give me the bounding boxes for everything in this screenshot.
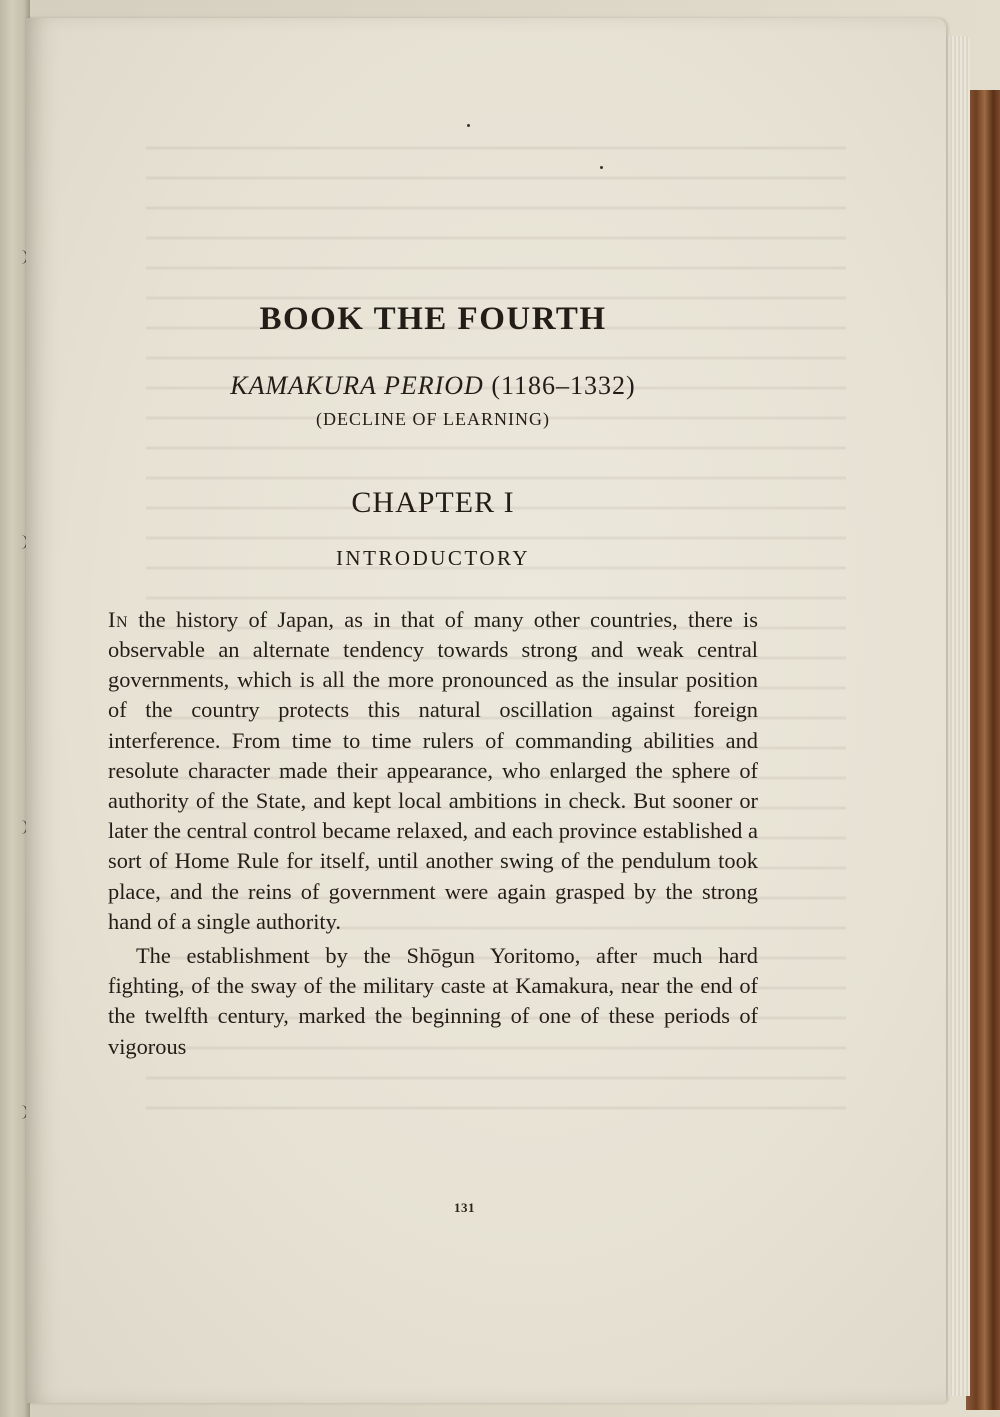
paper-speck xyxy=(600,166,603,169)
book-cover-edge xyxy=(966,90,1000,1410)
paragraph-text: the history of Japan, as in that of many other countries, there is observable an alternate tendency towards strong and weak central governments, which is all the more pronounced as the insular position of the country protects this natural oscillation against foreign interference. From time to time rulers of commanding abilities and resolute character made their appearance, who enlarged the sphere of authority of the State, and kept local ambitions in check. But sooner or later the central control became relaxed, and each province established a sort of Home Rule for itself, until another swing of the pendulum took place, and the reins of government were again grasped by the strong hand of a single authority. xyxy=(108,606,758,934)
period-heading xyxy=(108,370,758,401)
paragraph: The establishment by the Shōgun Yoritomo, after much hard fighting, of the sway of the military caste at Kamakura, near the end of the twelfth century, marked the beginning of one of these periods of vigorous xyxy=(108,943,758,1059)
page-text xyxy=(108,300,758,1062)
period-dates: (1186–1332) xyxy=(491,370,636,400)
paragraph-lead-word: In xyxy=(108,606,129,632)
paper-speck xyxy=(467,124,470,127)
period-subtitle: (DECLINE OF LEARNING) xyxy=(316,408,550,429)
paragraph xyxy=(108,605,758,937)
chapter-heading: CHAPTER I xyxy=(351,485,515,519)
page-edges xyxy=(944,36,970,1396)
chapter-title: INTRODUCTORY xyxy=(335,545,531,570)
book-title: BOOK THE FOURTH xyxy=(259,301,607,337)
page-number: 131 xyxy=(454,1200,475,1215)
period-name: KAMAKURA PERIOD xyxy=(230,370,484,400)
